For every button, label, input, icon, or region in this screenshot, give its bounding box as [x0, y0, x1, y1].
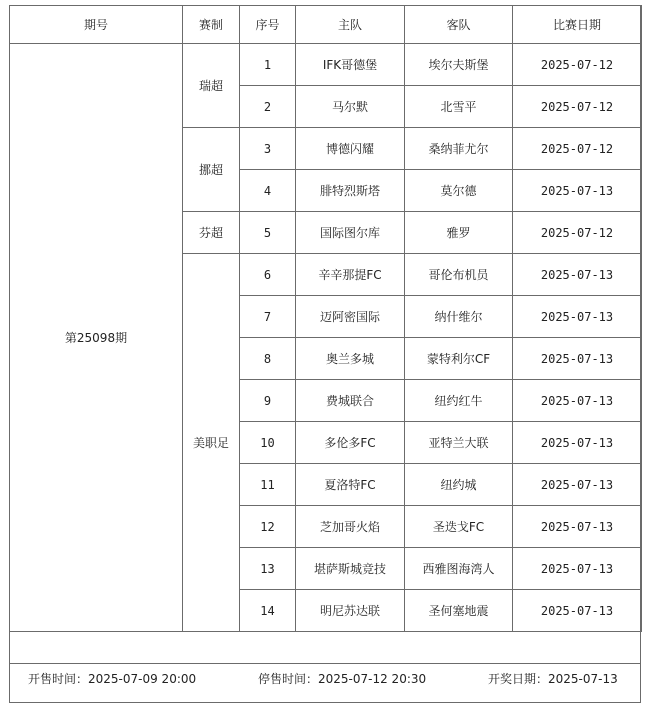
seq-cell: 9: [240, 380, 296, 422]
header-away: 客队: [405, 6, 513, 44]
match-date-cell: 2025-07-13: [513, 506, 642, 548]
away-team-cell: 雅罗: [405, 212, 513, 254]
seq-cell: 4: [240, 170, 296, 212]
seq-cell: 12: [240, 506, 296, 548]
away-team-cell: 蒙特利尔CF: [405, 338, 513, 380]
header-home: 主队: [296, 6, 405, 44]
home-team-cell: IFK哥德堡: [296, 44, 405, 86]
seq-cell: 10: [240, 422, 296, 464]
home-team-cell: 国际图尔库: [296, 212, 405, 254]
away-team-cell: 莫尔德: [405, 170, 513, 212]
home-team-cell: 迈阿密国际: [296, 296, 405, 338]
away-team-cell: 纽约红牛: [405, 380, 513, 422]
match-date-cell: 2025-07-13: [513, 464, 642, 506]
match-date-cell: 2025-07-12: [513, 212, 642, 254]
match-date-cell: 2025-07-13: [513, 380, 642, 422]
away-team-cell: 北雪平: [405, 86, 513, 128]
league-cell: 美职足: [183, 254, 240, 632]
seq-cell: 13: [240, 548, 296, 590]
away-team-cell: 桑纳菲尤尔: [405, 128, 513, 170]
home-team-cell: 奥兰多城: [296, 338, 405, 380]
header-seq: 序号: [240, 6, 296, 44]
match-date-cell: 2025-07-13: [513, 548, 642, 590]
seq-cell: 6: [240, 254, 296, 296]
match-date-cell: 2025-07-13: [513, 170, 642, 212]
home-team-cell: 辛辛那提FC: [296, 254, 405, 296]
seq-cell: 5: [240, 212, 296, 254]
away-team-cell: 纳什维尔: [405, 296, 513, 338]
home-team-cell: 堪萨斯城竞技: [296, 548, 405, 590]
blank-row: [9, 633, 641, 663]
header-row: [10, 6, 642, 44]
league-cell: 瑞超: [183, 44, 240, 128]
header-issue: 期号: [10, 6, 183, 44]
match-schedule-table: [9, 5, 642, 632]
seq-cell: 2: [240, 86, 296, 128]
league-cell: 芬超: [183, 212, 240, 254]
match-date-cell: 2025-07-13: [513, 296, 642, 338]
home-team-cell: 费城联合: [296, 380, 405, 422]
away-team-cell: 圣迭戈FC: [405, 506, 513, 548]
sale-start-time: 开售时间：2025-07-09 20:00: [28, 672, 197, 686]
match-date-cell: 2025-07-12: [513, 86, 642, 128]
home-team-cell: 夏洛特FC: [296, 464, 405, 506]
header-date: 比赛日期: [513, 6, 642, 44]
match-date-cell: 2025-07-13: [513, 590, 642, 632]
seq-cell: 3: [240, 128, 296, 170]
away-team-cell: 圣何塞地震: [405, 590, 513, 632]
seq-cell: 1: [240, 44, 296, 86]
league-cell: 挪超: [183, 128, 240, 212]
seq-cell: 11: [240, 464, 296, 506]
away-team-cell: 哥伦布机员: [405, 254, 513, 296]
away-team-cell: 西雅图海湾人: [405, 548, 513, 590]
match-date-cell: 2025-07-13: [513, 254, 642, 296]
match-date-cell: 2025-07-13: [513, 338, 642, 380]
draw-date: 开奖日期：2025-07-13: [488, 672, 618, 686]
home-team-cell: 多伦多FC: [296, 422, 405, 464]
away-team-cell: 纽约城: [405, 464, 513, 506]
sale-stop-time: 停售时间：2025-07-12 20:30: [258, 672, 427, 686]
seq-cell: 14: [240, 590, 296, 632]
away-team-cell: 亚特兰大联: [405, 422, 513, 464]
home-team-cell: 马尔默: [296, 86, 405, 128]
home-team-cell: 腓特烈斯塔: [296, 170, 405, 212]
match-date-cell: 2025-07-12: [513, 44, 642, 86]
seq-cell: 8: [240, 338, 296, 380]
home-team-cell: 博德闪耀: [296, 128, 405, 170]
sale-info-footer: [9, 663, 641, 694]
issue-cell: 第25098期: [10, 44, 183, 632]
header-league: 赛制: [183, 6, 240, 44]
table-row: [10, 44, 642, 86]
home-team-cell: 明尼苏达联: [296, 590, 405, 632]
match-date-cell: 2025-07-13: [513, 422, 642, 464]
home-team-cell: 芝加哥火焰: [296, 506, 405, 548]
away-team-cell: 埃尔夫斯堡: [405, 44, 513, 86]
seq-cell: 7: [240, 296, 296, 338]
match-date-cell: 2025-07-12: [513, 128, 642, 170]
